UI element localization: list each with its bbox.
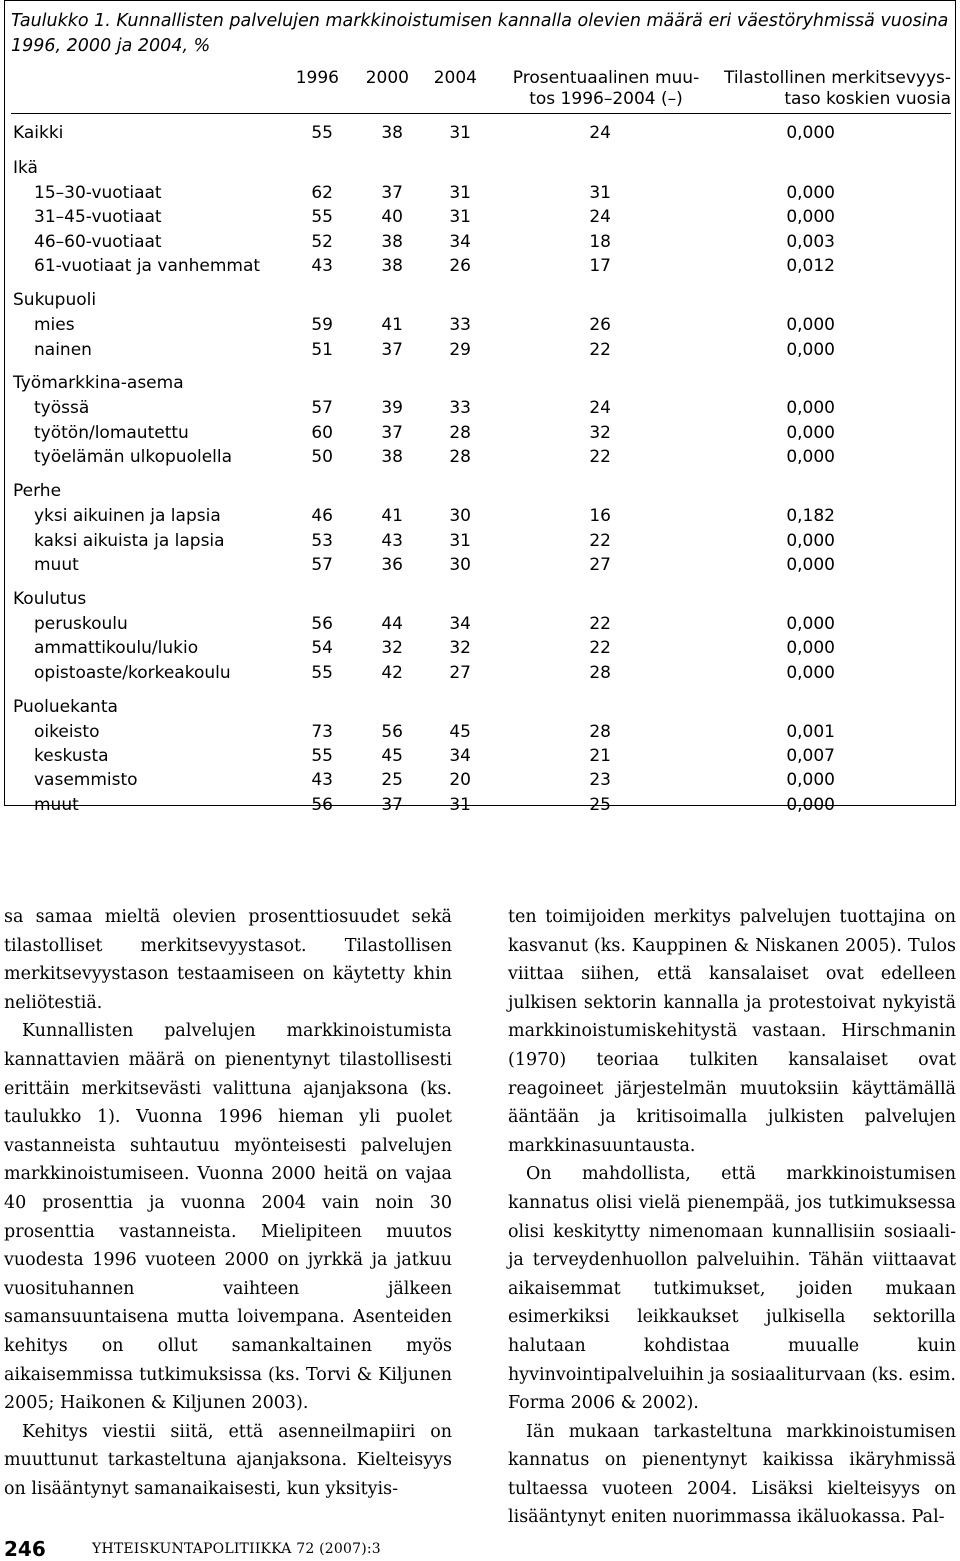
row-label: keskusta <box>34 745 109 766</box>
group-heading <box>5 288 955 312</box>
table-cell: 22 <box>589 530 611 551</box>
table-row <box>5 421 955 445</box>
column-header-2000: 2000 <box>365 68 409 88</box>
table-row <box>5 768 955 792</box>
table-cell: 31 <box>449 794 471 815</box>
table-cell: 0,000 <box>786 422 835 443</box>
table-cell: 42 <box>381 662 403 683</box>
table-cell: 57 <box>311 398 333 419</box>
table-row <box>5 313 955 337</box>
significance-header-line-2: taso koskien vuosia <box>784 89 951 109</box>
table-cell: 52 <box>311 231 333 252</box>
row-label: työelämän ulkopuolella <box>34 447 233 468</box>
table-cell: 34 <box>449 613 471 634</box>
table-cell: 31 <box>449 123 471 143</box>
table-cell: 0,000 <box>786 398 835 419</box>
table-cell: 0,000 <box>786 770 835 791</box>
table-cell: 33 <box>449 315 471 336</box>
data-table <box>4 0 956 815</box>
table-cell: 28 <box>449 422 471 443</box>
table-row <box>5 504 955 528</box>
table-cell: 73 <box>311 721 333 742</box>
table-cell: 30 <box>449 506 471 527</box>
table-cell: 0,000 <box>786 183 835 203</box>
table-row <box>5 254 955 278</box>
table-cell: 0,000 <box>786 638 835 659</box>
table-row <box>5 338 955 362</box>
table-row <box>5 445 955 469</box>
group-heading <box>5 156 955 180</box>
row-label: yksi aikuinen ja lapsia <box>34 506 221 527</box>
row-label: mies <box>34 315 75 336</box>
table-cell: 24 <box>589 398 611 419</box>
table-cell: 22 <box>589 613 611 634</box>
row-label: ammattikoulu/lukio <box>34 638 199 659</box>
group-title: Työmarkkina-asema <box>13 373 184 394</box>
table-cell: 28 <box>449 447 471 468</box>
table-cell: 24 <box>589 123 611 143</box>
table-cell: 50 <box>311 447 333 468</box>
table-cell: 31 <box>449 207 471 228</box>
table-row <box>5 720 955 744</box>
table-cell: 22 <box>589 447 611 468</box>
row-label: oikeisto <box>34 721 100 742</box>
table-cell: 55 <box>311 207 333 228</box>
row-label: nainen <box>34 339 92 360</box>
table-row <box>5 793 955 817</box>
group-title: Sukupuoli <box>13 290 97 311</box>
table-cell: 0,000 <box>786 315 835 336</box>
table-cell: 55 <box>311 745 333 766</box>
table-cell: 37 <box>381 422 403 443</box>
row-label: 61-vuotiaat ja vanhemmat <box>34 256 261 277</box>
table-cell: 34 <box>449 231 471 252</box>
table-cell: 31 <box>449 183 471 203</box>
header-rule <box>11 113 951 114</box>
column-header-2004: 2004 <box>433 68 477 88</box>
row-label: muut <box>34 554 79 575</box>
table-cell: 23 <box>589 770 611 791</box>
group-heading <box>5 587 955 611</box>
group-heading <box>5 371 955 395</box>
table-cell: 44 <box>381 613 403 634</box>
table-cell: 36 <box>381 554 403 575</box>
table-cell: 31 <box>589 183 611 203</box>
table-cell: 22 <box>589 638 611 659</box>
table-cell: 0,000 <box>786 794 835 815</box>
paragraph: Iän mukaan tarkasteltuna markkinoistumisen kannatus on pienentynyt kaikissa ikäryhmissä tultaessa vuoteen 2004. Lisäksi kielteisyys on lisääntynyt eniten nuorimmassa ikäluokassa. Pal- <box>508 1421 956 1528</box>
table-row <box>5 181 955 205</box>
row-label: Kaikki <box>13 123 64 143</box>
table-cell: 54 <box>311 638 333 659</box>
table-cell: 0,000 <box>786 207 835 228</box>
table-cell: 0,000 <box>786 613 835 634</box>
table-cell: 39 <box>381 398 403 419</box>
table-cell: 16 <box>589 506 611 527</box>
table-row <box>5 121 955 145</box>
table-cell: 21 <box>589 745 611 766</box>
table-cell: 37 <box>381 339 403 360</box>
table-cell: 18 <box>589 231 611 252</box>
table-cell: 38 <box>381 231 403 252</box>
table-cell: 24 <box>589 207 611 228</box>
table-cell: 46 <box>311 506 333 527</box>
table-cell: 0,000 <box>786 554 835 575</box>
table-row <box>5 529 955 553</box>
table-cell: 56 <box>311 613 333 634</box>
table-cell: 32 <box>589 422 611 443</box>
row-label: työssä <box>34 398 90 419</box>
row-label: 46–60-vuotiaat <box>34 231 162 252</box>
body-column-left <box>4 903 452 1503</box>
table-cell: 20 <box>449 770 471 791</box>
table-cell: 28 <box>589 662 611 683</box>
row-label: peruskoulu <box>34 613 128 634</box>
table-cell: 56 <box>311 794 333 815</box>
group-title: Koulutus <box>13 588 87 609</box>
table-cell: 0,003 <box>786 231 835 252</box>
table-cell: 57 <box>311 554 333 575</box>
table-row <box>5 744 955 768</box>
table-cell: 32 <box>381 638 403 659</box>
table-cell: 59 <box>311 315 333 336</box>
paragraph: sa samaa mieltä olevien prosenttiosuudet sekä tilastolliset merkitsevyystasot. Tilastollisen merkitsevyystason testaamiseen on käytetty khin neliötestiä. <box>4 907 452 1013</box>
table-cell: 0,000 <box>786 447 835 468</box>
row-label: työtön/lomautettu <box>34 422 189 443</box>
percent-change-header-line-2: tos 1996–2004 (–) <box>529 89 683 109</box>
table-cell: 41 <box>381 506 403 527</box>
table-cell: 34 <box>449 745 471 766</box>
table-cell: 27 <box>449 662 471 683</box>
table-cell: 0,000 <box>786 662 835 683</box>
page-number: 246 <box>4 1537 46 1561</box>
paragraph: Kunnallisten palvelujen markkinoistumista kannattavien määrä on pienentynyt tilastollisesti erittäin merkitsevästi valittuna ajanjaksona (ks. taulukko 1). Vuonna 1996 hieman yli puolet vastanneista suhtautuu myönteisesti palvelujen markkinoistumiseen. Vuonna 2000 heitä on vajaa 40 prosenttia ja vuonna 2004 vain noin 30 prosenttia vastanneista. Mielipiteen muutos vuodesta 1996 vuoteen 2000 on jyrkkä ja jatkuu vuosituhannen vaihteen jälkeen samansuuntaisena mutta loivempana. Asenteiden kehitys on ollut samankaltainen myös aikaisemmissa tutkimuksissa (ks. Torvi & Kiljunen 2005; Haikonen & Kiljunen 2003). <box>4 1021 452 1414</box>
journal-name: YHTEISKUNTAPOLITIIKKA 72 (2007):3 <box>92 1541 381 1557</box>
table-cell: 33 <box>449 398 471 419</box>
table-cell: 60 <box>311 422 333 443</box>
table-cell: 55 <box>311 662 333 683</box>
table-cell: 0,000 <box>786 530 835 551</box>
row-label: muut <box>34 794 79 815</box>
table-row <box>5 230 955 254</box>
table-cell: 26 <box>589 315 611 336</box>
table-cell: 32 <box>449 638 471 659</box>
table-cell: 28 <box>589 721 611 742</box>
table-cell: 29 <box>449 339 471 360</box>
significance-header-line-1: Tilastollinen merkitsevyys- <box>724 68 951 88</box>
row-label: 15–30-vuotiaat <box>34 183 162 203</box>
table-cell: 38 <box>381 123 403 143</box>
table-cell: 0,007 <box>786 745 835 766</box>
table-cell: 22 <box>589 339 611 360</box>
table-cell: 25 <box>381 770 403 791</box>
group-title: Puoluekanta <box>13 696 118 717</box>
table-cell: 25 <box>589 794 611 815</box>
table-row <box>5 612 955 636</box>
body-column-right <box>508 903 956 1532</box>
column-header-1996: 1996 <box>295 68 339 88</box>
row-label: vasemmisto <box>34 770 138 791</box>
table-cell: 45 <box>449 721 471 742</box>
table-row <box>5 661 955 685</box>
table-cell: 0,001 <box>786 721 835 742</box>
group-heading <box>5 479 955 503</box>
table-cell: 38 <box>381 256 403 277</box>
row-label: opistoaste/korkeakoulu <box>34 662 231 683</box>
column-header-significance <box>711 68 951 110</box>
table-cell: 27 <box>589 554 611 575</box>
table-cell: 43 <box>311 256 333 277</box>
group-title: Perhe <box>13 481 62 502</box>
paragraph: Kehitys viestii siitä, että asenneilmapiiri on muuttunut tarkasteltuna ajanjaksona. Kielteisyys on lisääntynyt samanaikaisesti, kun yksityis- <box>4 1421 452 1499</box>
table-cell: 45 <box>381 745 403 766</box>
table-cell: 31 <box>449 530 471 551</box>
table-cell: 55 <box>311 123 333 143</box>
table-cell: 41 <box>381 315 403 336</box>
table-cell: 37 <box>381 794 403 815</box>
table-caption: Taulukko 1. Kunnallisten palvelujen markkinoistumisen kannalla olevien määrä eri väestöryhmissä vuosina 1996, 2000 ja 2004, % <box>11 11 949 56</box>
table-cell: 62 <box>311 183 333 203</box>
column-header-percent-change <box>501 68 711 110</box>
table-cell: 30 <box>449 554 471 575</box>
paragraph: On mahdollista, että markkinoistumisen kannatus olisi vielä pienempää, jos tutkimuksessa olisi keskitytty nimenomaan kunnallisiin sosiaali- ja terveydenhuollon palveluihin. Tähän viittaavat aikaisemmat tutkimukset, joiden mukaan esimerkiksi leikkaukset julkisella sektorilla halutaan kohdistaa muualle kuin hyvinvointipalveluihin ja sosiaaliturvaan (ks. esim. Forma 2006 & 2002). <box>508 1164 956 1414</box>
row-label: 31–45-vuotiaat <box>34 207 162 228</box>
row-label: kaksi aikuista ja lapsia <box>34 530 225 551</box>
group-heading <box>5 695 955 719</box>
group-title: Ikä <box>13 158 38 178</box>
percent-change-header-line-1: Prosentuaalinen muu- <box>512 68 700 88</box>
table-cell: 0,182 <box>786 506 835 527</box>
table-cell: 26 <box>449 256 471 277</box>
table-cell: 0,012 <box>786 256 835 277</box>
table-cell: 51 <box>311 339 333 360</box>
table-cell: 0,000 <box>786 123 835 143</box>
table-cell: 56 <box>381 721 403 742</box>
table-cell: 40 <box>381 207 403 228</box>
table-row <box>5 636 955 660</box>
table-cell: 17 <box>589 256 611 277</box>
table-cell: 43 <box>311 770 333 791</box>
table-cell: 0,000 <box>786 339 835 360</box>
table-cell: 43 <box>381 530 403 551</box>
table-cell: 37 <box>381 183 403 203</box>
paragraph: ten toimijoiden merkitys palvelujen tuottajina on kasvanut (ks. Kauppinen & Niskanen 2005). Tulos viittaa siihen, että kansalaiset ovat edelleen julkisen sektorin kannalla ja protestoivat nykyistä markkinoistumiskehitystä vastaan. Hirschmanin (1970) teoriaa tulkiten kansalaiset ovat reagoineet järjestelmän muutoksiin käyttämällä ääntään ja kritisoimalla julkisten palvelujen markkinasuuntausta. <box>508 907 956 1156</box>
table-row <box>5 553 955 577</box>
table-cell: 38 <box>381 447 403 468</box>
table-row <box>5 205 955 229</box>
table-cell: 53 <box>311 530 333 551</box>
table-row <box>5 396 955 420</box>
